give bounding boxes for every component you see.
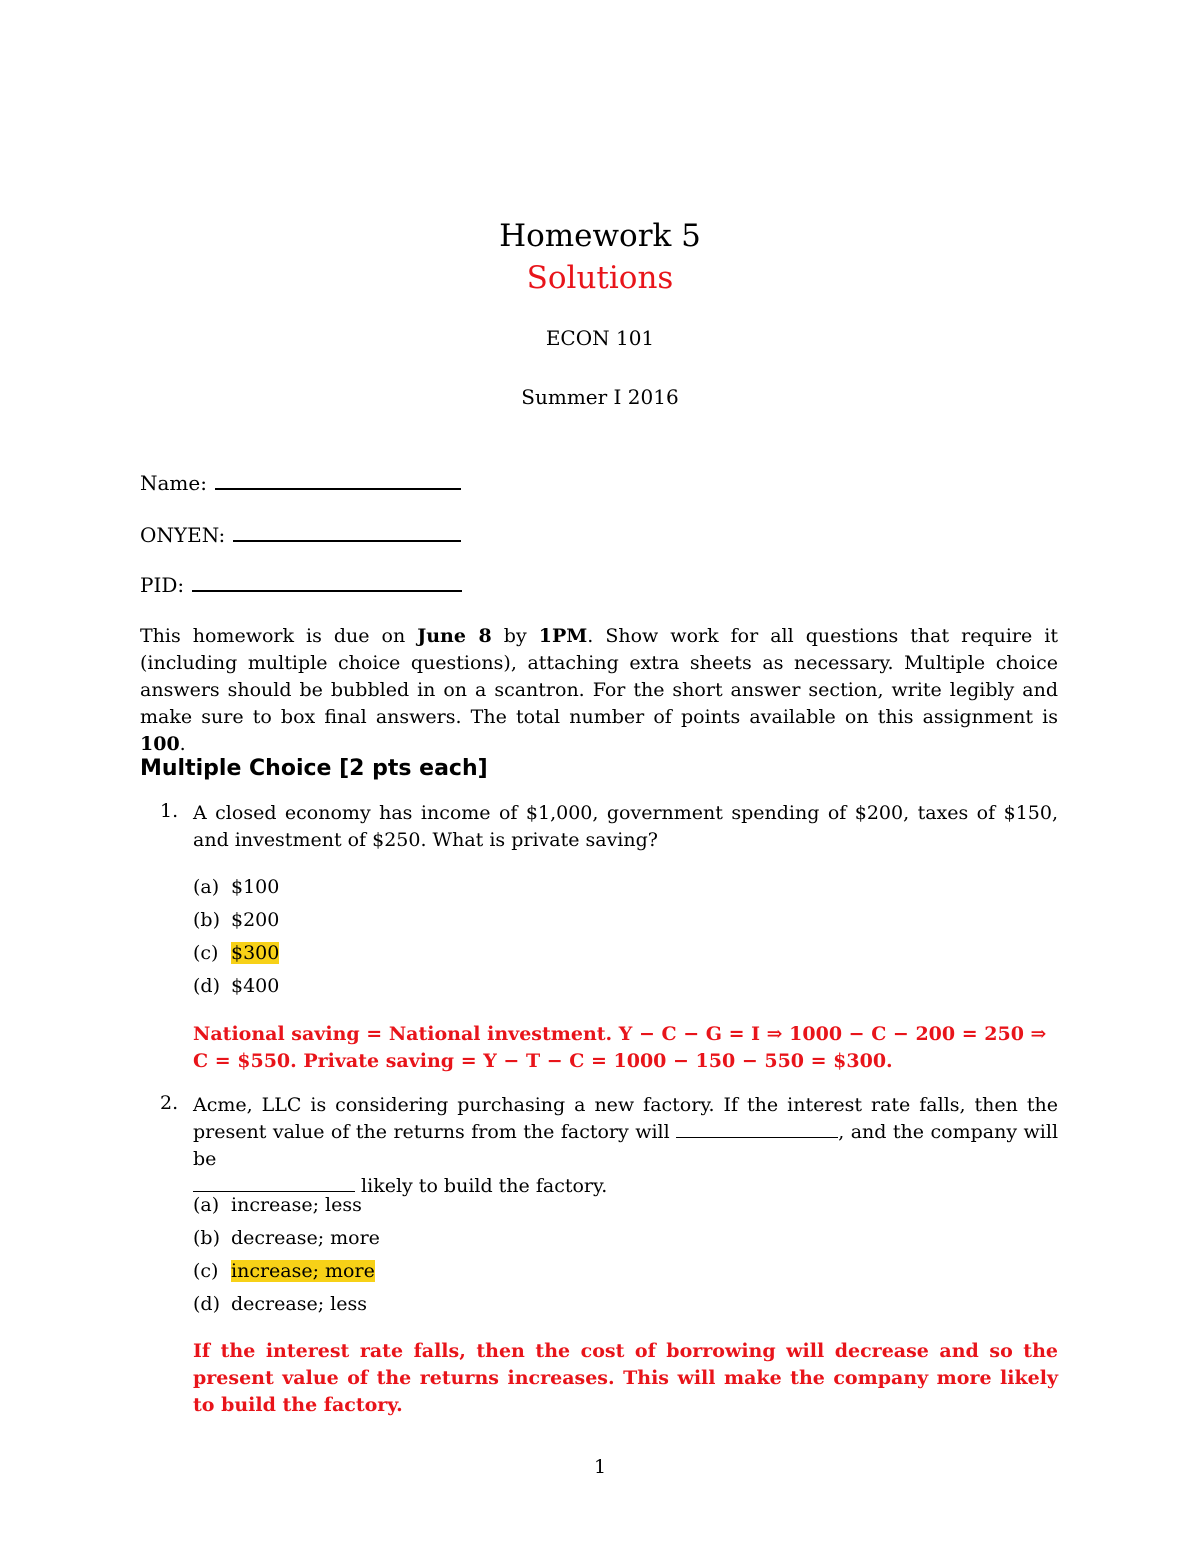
onyen-label: ONYEN: — [140, 523, 226, 547]
term-label: Summer I 2016 — [521, 385, 679, 409]
instructions-text-2: by — [491, 625, 539, 647]
question-2-solution: If the interest rate falls, then the cost of borrowing will decrease and so the present value of the returns increases. This will make the company more likely to build the factory. — [193, 1340, 1058, 1416]
section-heading: Multiple Choice [2 pts each] — [140, 756, 488, 781]
document-subtitle: Solutions — [526, 260, 674, 296]
question-2-text-a: Acme, LLC is considering purchasing a new factory. If the interest rate falls, then the present value of the returns from the factory will — [193, 1094, 1058, 1143]
question-2-option-b — [193, 1227, 380, 1249]
instructions-text-1: This homework is due on — [140, 625, 418, 647]
onyen-blank-line[interactable] — [233, 520, 461, 542]
question-2-text-b: , and the company will be — [193, 1121, 1059, 1170]
question-1-option-c — [193, 942, 279, 964]
name-label: Name: — [140, 471, 207, 495]
name-blank-line[interactable] — [215, 468, 461, 490]
instructions-text-4: . — [179, 733, 186, 755]
option-text: $100 — [231, 876, 280, 898]
fill-in-blank-2[interactable] — [193, 1174, 355, 1192]
solution-line-2: C = $550. Private saving = Y − T − C = 1000 − 150 − 550 = $300. — [193, 1050, 893, 1072]
question-1-option-d — [193, 975, 279, 997]
instructions-text-3: . Show work for all questions that require it (including multiple choice questions), attaching extra sheets as necessary. Multiple choice answers should be bubbled in on a scantron. For the short answer section, write legibly and make sure to box final answers. The total number of points available on this assignment is — [140, 625, 1058, 728]
question-1-option-b — [193, 909, 279, 931]
due-time: 1PM — [538, 625, 588, 647]
question-1-number: 1. — [160, 800, 179, 822]
question-1-option-a — [193, 876, 279, 898]
question-2-number: 2. — [160, 1092, 179, 1114]
highlighted-correct-option: $300 — [231, 942, 280, 964]
name-field[interactable] — [140, 468, 461, 495]
option-text: decrease; less — [231, 1293, 367, 1315]
total-points: 100 — [140, 733, 180, 755]
option-text: $400 — [231, 975, 280, 997]
option-label: (b) — [193, 1227, 220, 1249]
due-date: June 8 — [417, 625, 492, 647]
pid-field[interactable] — [140, 570, 462, 597]
question-2-text-c: likely to build the factory. — [361, 1175, 608, 1197]
page-number: 1 — [593, 1456, 607, 1478]
highlighted-correct-option: increase; more — [231, 1260, 375, 1282]
option-label: (c) — [193, 942, 219, 964]
question-1-text: A closed economy has income of $1,000, government spending of $200, taxes of $150, and investment of $250. What is private saving? — [193, 802, 1058, 851]
question-2-option-d — [193, 1293, 367, 1315]
document-title: Homework 5 — [499, 218, 701, 254]
option-label: (b) — [193, 909, 220, 931]
onyen-field[interactable] — [140, 520, 461, 547]
option-text: $200 — [231, 909, 280, 931]
option-label: (d) — [193, 975, 220, 997]
option-label: (a) — [193, 876, 220, 898]
question-2-text — [193, 1092, 1058, 1200]
question-2-option-a — [193, 1194, 362, 1216]
course-name: ECON 101 — [545, 326, 655, 350]
pid-label: PID: — [140, 573, 185, 597]
fill-in-blank-1[interactable] — [676, 1120, 838, 1138]
question-1-solution — [193, 1021, 1058, 1075]
question-2-option-c — [193, 1260, 375, 1282]
instructions-paragraph — [140, 623, 1058, 758]
pid-blank-line[interactable] — [192, 570, 462, 592]
option-text: decrease; more — [231, 1227, 380, 1249]
option-text: increase; less — [231, 1194, 362, 1216]
solution-line-1: National saving = National investment. Y − C − G = I ⇒ 1000 − C − 200 = 250 ⇒ — [193, 1023, 1047, 1045]
option-label: (c) — [193, 1260, 219, 1282]
option-label: (d) — [193, 1293, 220, 1315]
option-label: (a) — [193, 1194, 220, 1216]
